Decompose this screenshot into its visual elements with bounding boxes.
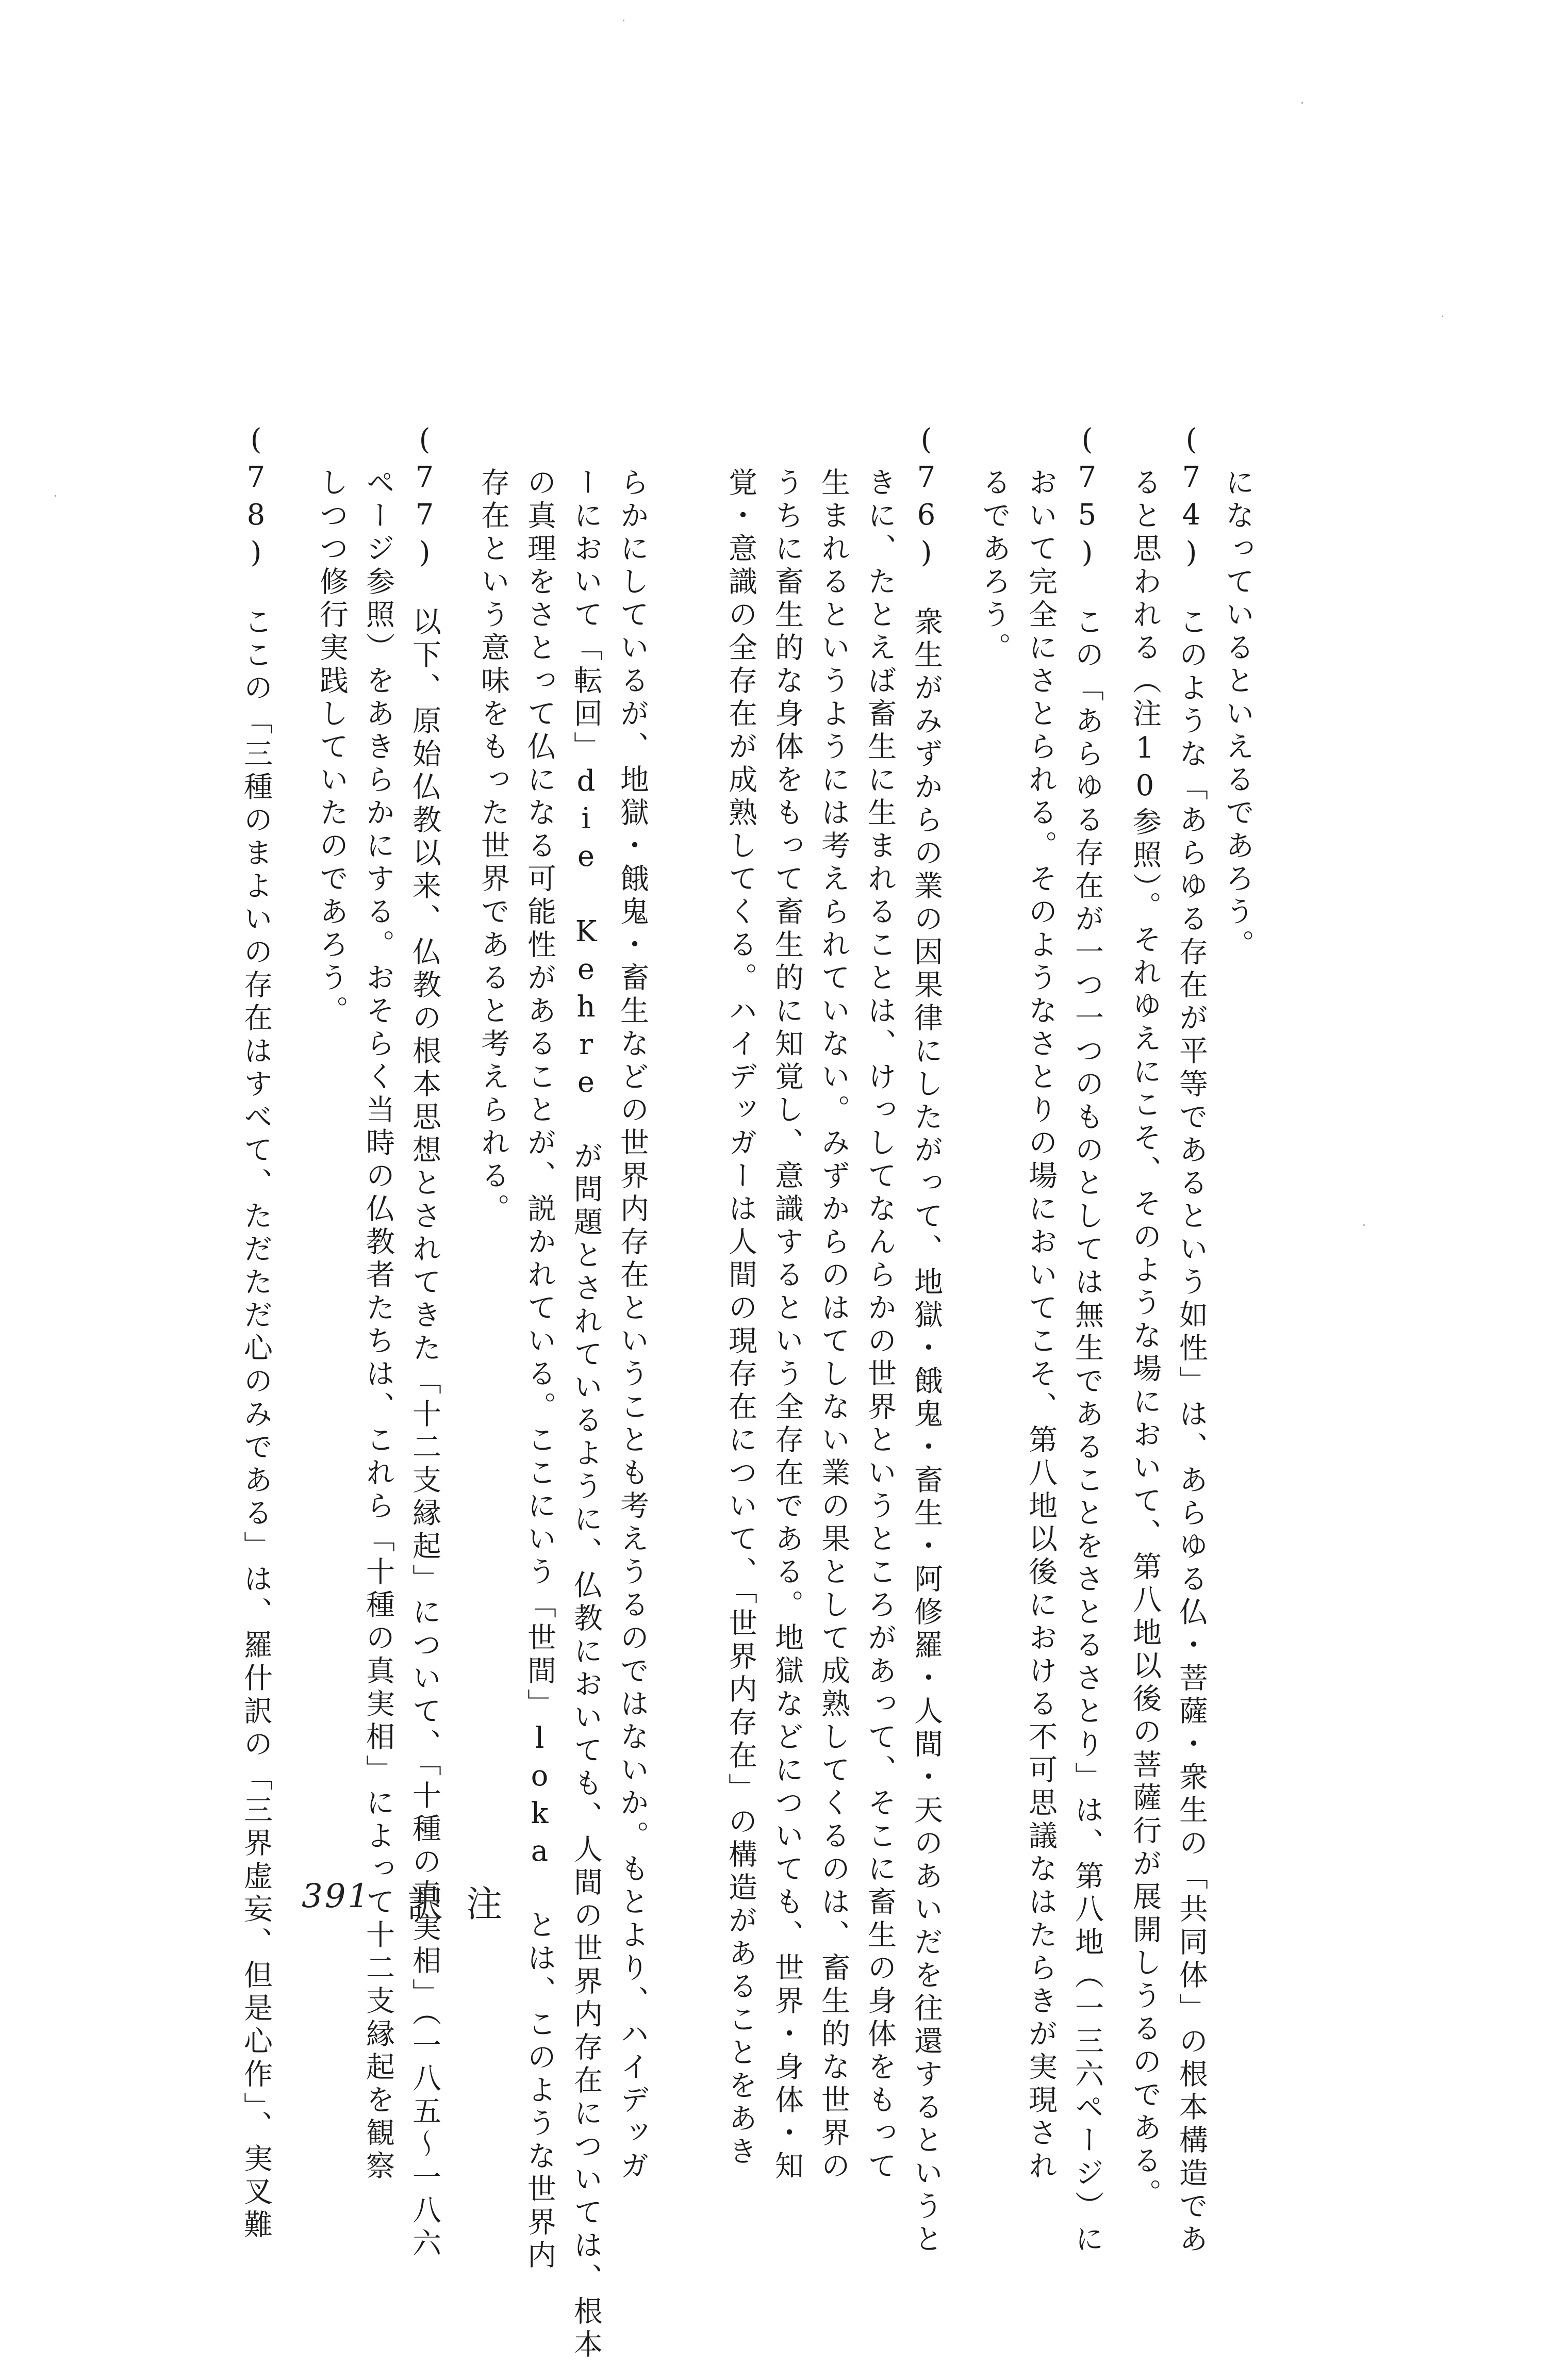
note-75-column-2: おいて完全にさとられる。そのようなさとりの場においてこそ、第八地以後における不可思議なはたらきが実現され	[1024, 467, 1058, 2184]
note-77-column-2: ページ参照）をあきらかにする。おそらく当時の仏教者たちは、これら「十種の真実相」によって十二支縁起を観察	[361, 467, 395, 2184]
note-75-column-3: るであろう。	[978, 467, 1011, 665]
note-75-column-1: (75) この「あらゆる存在が一つ一つのものとしては無生であることをさとるさとり」は、第八地（一三六ページ）に	[1070, 423, 1104, 2257]
running-head: 訳注	[407, 1883, 525, 1925]
note-76-column-7: ーにおいて「転回」die Kehre が問題とされているように、仏教においても、人間の世界内存在については、根本	[569, 467, 603, 2362]
note-76-column-4: うちに畜生的な身体をもって畜生的に知覚し、意識するという全存在である。地獄などについても、世界・身体・知	[770, 467, 804, 2184]
note-76-column-2: きに、たとえば畜生に生まれることは、けっしてなんらかの世界というところがあって、そこに畜生の身体をもって	[863, 467, 897, 2184]
note-76-column-9: 存在という意味をもった世界であると考えられる。	[476, 467, 510, 1226]
note-76-column-8: の真理をさとって仏になる可能性があることが、説かれている。ここにいう「世間」loka とは、このような世界内	[523, 467, 556, 2273]
page-number: 391	[302, 1877, 371, 1915]
scan-speck	[1301, 102, 1303, 104]
note-78-column-1: (78) ここの「三種のまよいの存在はすべて、ただただ心のみである」は、羅什訳の「三界虚妄、但是心作」、実叉難	[239, 423, 273, 2242]
note-76-column-3: 生まれるというようには考えられていない。みずからのはてしない業の果として成熟してくるのは、畜生的な世界の	[817, 467, 850, 2184]
scan-speck	[1442, 316, 1443, 317]
scan-speck	[1363, 1224, 1365, 1226]
text-column-1: になっているといえるであろう。	[1221, 467, 1255, 962]
note-76-column-6: らかにしているが、地獄・餓鬼・畜生などの世界内存在ということも考えうるのではないか。もとより、ハイデッガ	[616, 467, 649, 2184]
note-74-column-2: ると思われる（注10参照）。それゆえにこそ、そのような場において、第八地以後の菩薩行が展開しうるのである。	[1128, 467, 1162, 2211]
note-76-column-5: 覚・意識の全存在が成熟してくる。ハイデッガーは人間の現存在について、「世界内存在」の構造があることをあき	[724, 467, 757, 2169]
note-77-column-1: (77) 以下、原始仏教以来、仏教の根本思想とされてきた「十二支縁起」について、「十種の真実相」（一八五～一八六	[408, 423, 441, 2261]
note-76-column-1: (76) 衆生がみずからの業の因果律にしたがって、地獄・餓鬼・畜生・阿修羅・人間・天のあいだを往還するというと	[910, 423, 943, 2257]
note-77-column-3: しつつ修行実践していたのであろう。	[315, 467, 349, 1028]
scan-speck	[55, 495, 56, 497]
scan-speck	[623, 20, 624, 21]
page-footer	[0, 1877, 1568, 1939]
note-74-column-1: (74) このような「あらゆる存在が平等であるという如性」は、あらゆる仏・菩薩・衆生の「共同体」の根本構造であ	[1175, 423, 1208, 2257]
